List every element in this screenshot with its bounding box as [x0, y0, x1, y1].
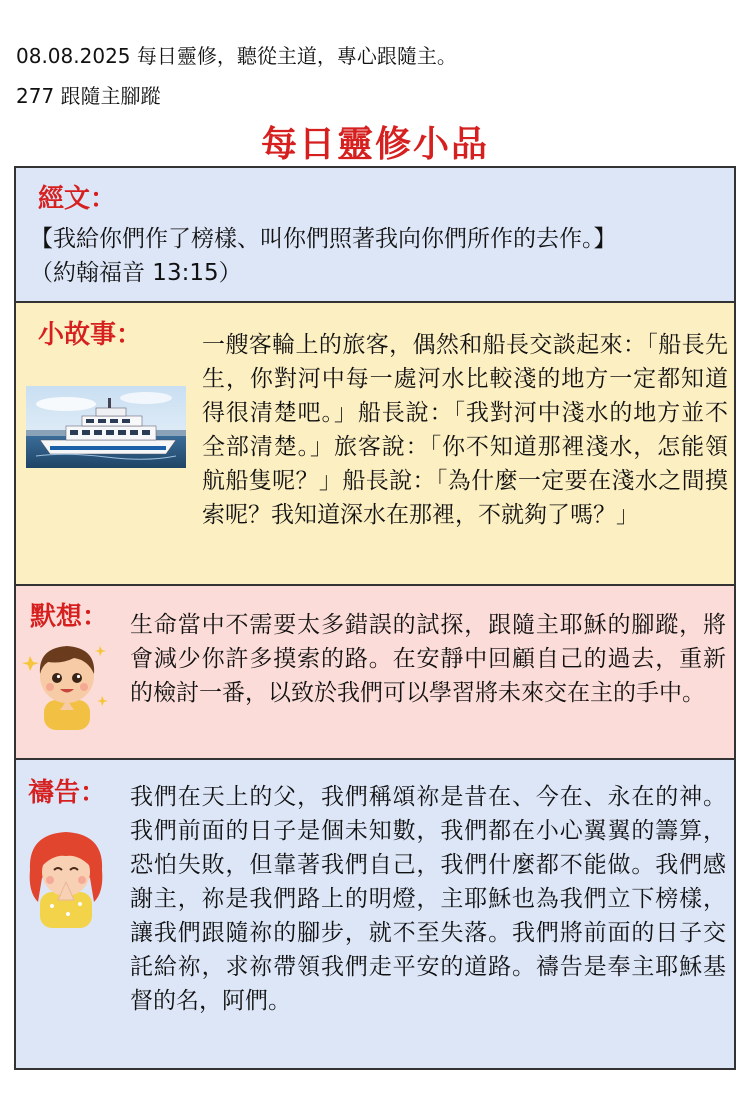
story-body: [26, 320, 728, 533]
scripture-reference: （約翰福音 13:15）: [30, 260, 242, 286]
story-section: [16, 303, 734, 586]
prayer-section: [16, 760, 734, 1068]
ferry-boat-photo-icon: [26, 386, 186, 468]
page-title: 每日靈修小品: [260, 124, 489, 165]
prayer-label: 禱告：: [28, 778, 107, 808]
story-float: [26, 320, 202, 533]
praying-girl-icon: [20, 820, 112, 930]
meditation-text: 生命當中不需要太多錯誤的試探，跟隨主耶穌的腳蹤，將會減少你許多摸索的路。在安靜中回顧自己的過去，重新的檢討一番，以致於我們可以學習將未來交在主的手中。: [130, 612, 726, 706]
story-label: 小故事：: [38, 320, 143, 350]
meditation-section: [16, 586, 734, 760]
scripture-label: 經文：: [38, 184, 117, 214]
scripture-section: [16, 168, 734, 303]
scripture-verse: 【我給你們作了榜樣、叫你們照著我向你們所作的去作。】: [30, 226, 617, 252]
date-heading: 08.08.2025 每日靈修，聽從主道，專心跟隨主。: [16, 44, 457, 68]
prayer-text: 我們在天上的父，我們稱頌祢是昔在、今在、永在的神。我們前面的日子是個未知數，我們都在小心翼翼的籌算，恐怕失敗，但靠著我們自己，我們什麼都不能做。我們感謝主，祢是我們路上的明燈，主耶穌也為我們立下榜樣，讓我們跟隨祢的腳步，就不至失落。我們將前面的日子交託給祢，求祢帶領我們走平安的道路。禱告是奉主耶穌基督的名，阿們。: [130, 784, 726, 1014]
praying-boy-icon: [22, 634, 112, 734]
topic-heading: 277 跟隨主腳蹤: [16, 84, 161, 108]
meditation-label: 默想：: [30, 602, 109, 632]
story-text: 一艘客輪上的旅客，偶然和船長交談起來：「船長先生，你對河中每一處河水比較淺的地方一定都知道得很清楚吧。」船長說：「我對河中淺水的地方並不全部清楚。」旅客說：「你不知道那裡淺水，怎能領航船隻呢？」船長說：「為什麼一定要在淺水之間摸索呢？我知道深水在那裡，不就夠了嗎？」: [202, 332, 728, 528]
devotional-board: [14, 166, 736, 1070]
